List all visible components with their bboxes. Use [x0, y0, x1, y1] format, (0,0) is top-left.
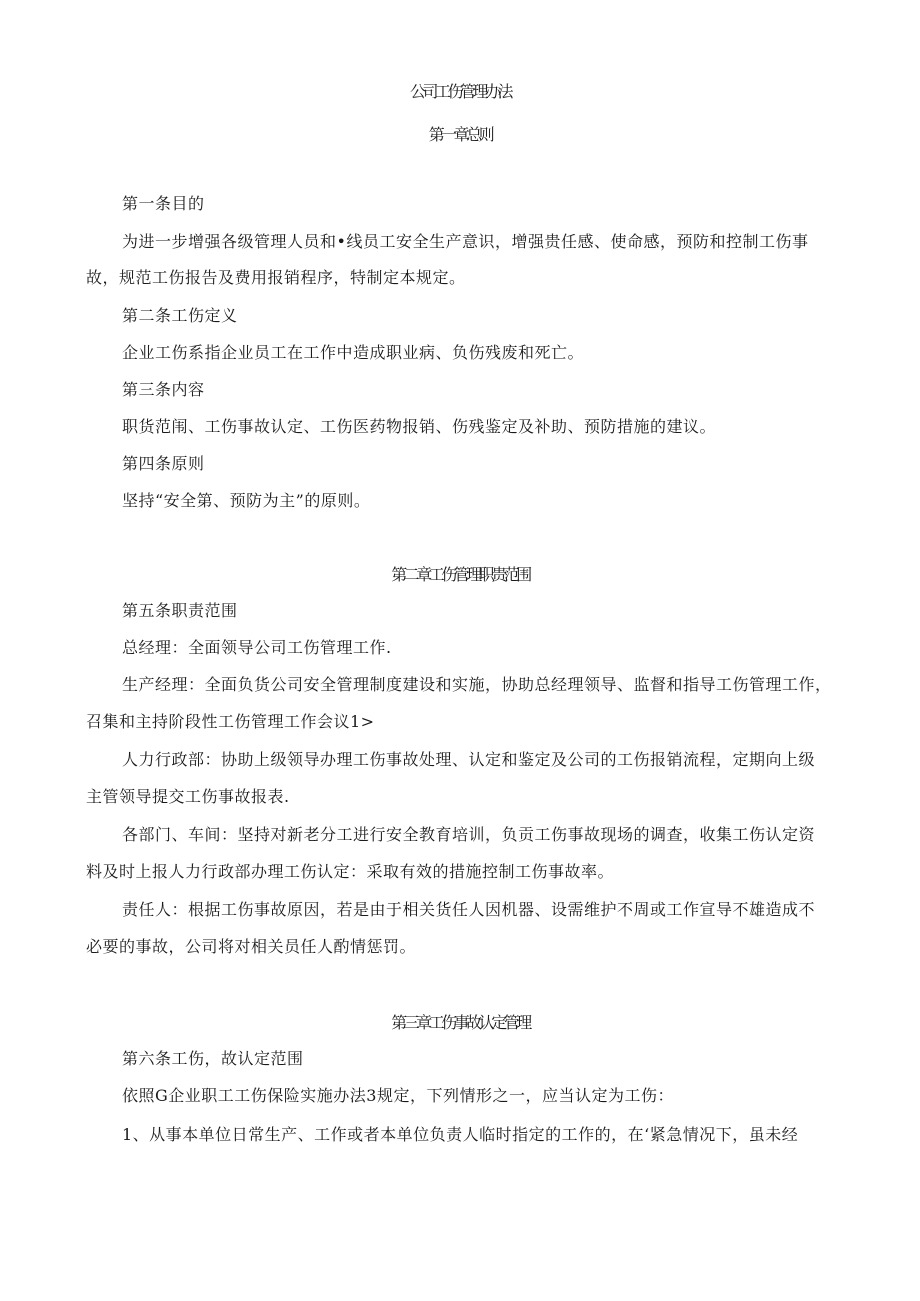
chapter-3-heading: 第三章工伤事故认定管理: [391, 1013, 529, 1032]
production-manager-duty-line-1: 生产经理：全面负货公司安全管理制度建设和实施，协助总经理领导、监督和指导工伤管理工作，: [122, 675, 832, 694]
article-1-paragraph-line-1: 为进一步增强各级管理人员和•线员工安全生产意识，增强贵任感、使命感，预防和控制工伤事: [122, 232, 809, 251]
responsible-person-duty-line-1: 责任人：根据工伤事故原因，若是由于相关货任人因机器、设需维护不周或工作宣导不雄造成不: [122, 900, 816, 919]
article-2-heading: 第二条工伤定义: [122, 306, 238, 325]
article-3-heading: 第三条内容: [122, 380, 205, 399]
article-1-paragraph-line-2: 故，规范工伤报告及费用报销程序，特制定本规定。: [86, 268, 466, 287]
department-duty-line-1: 各部门、车间：坚持对新老分工进行安全教育培训，负贡工伤事故现场的调查，收集工伤认定资: [122, 825, 816, 844]
article-4-text: 坚持“安全第、预防为主”的原则。: [122, 491, 371, 510]
chapter-1-heading: 第一章总则: [428, 125, 492, 144]
article-6-text: 依照G企业职工工伤保险实施办法3规定，下列情形之一，应当认定为工伤：: [122, 1086, 674, 1105]
article-6-item-1: 1、从事本单位日常生产、工作或者本单位负责人临时指定的工作的，在‘紧急情况下，虽未经: [122, 1125, 799, 1144]
hr-admin-duty-line-2: 主管领导提交工伤事故报表.: [86, 787, 290, 806]
document-title: 公司工伤管理办法: [409, 82, 510, 101]
chapter-2-heading: 第二章工伤管理职贵范围: [391, 565, 529, 584]
article-5-heading: 第五条职责范围: [122, 601, 238, 620]
general-manager-duty: 总经理：全面领导公司工伤管理工作.: [122, 638, 392, 657]
article-6-heading: 第六条工伤，故认定范围: [122, 1049, 304, 1068]
responsible-person-duty-line-2: 必要的事故，公司将对相关员任人酌情惩罚。: [86, 937, 417, 956]
article-1-heading: 第一条目的: [122, 194, 205, 213]
department-duty-line-2: 料及时上报人力行政部办理工伤认定：采取有效的措施控制工伤事故率。: [86, 862, 615, 881]
hr-admin-duty-line-1: 人力行政部：协助上级领导办理工伤事故处理、认定和鉴定及公司的工伤报销流程，定期向上级: [122, 750, 816, 769]
production-manager-duty-line-2: 召集和主持阶段性工伤管理工作会议1>: [86, 712, 375, 731]
article-4-heading: 第四条原则: [122, 454, 205, 473]
article-3-text: 职货范闱、工伤事故认定、工伤医药物报销、伤残鉴定及补助、预防措施的建议。: [122, 417, 717, 436]
article-2-text: 企业工伤系指企业员工在工作中造成职业病、负伤残废和死亡。: [122, 343, 585, 362]
